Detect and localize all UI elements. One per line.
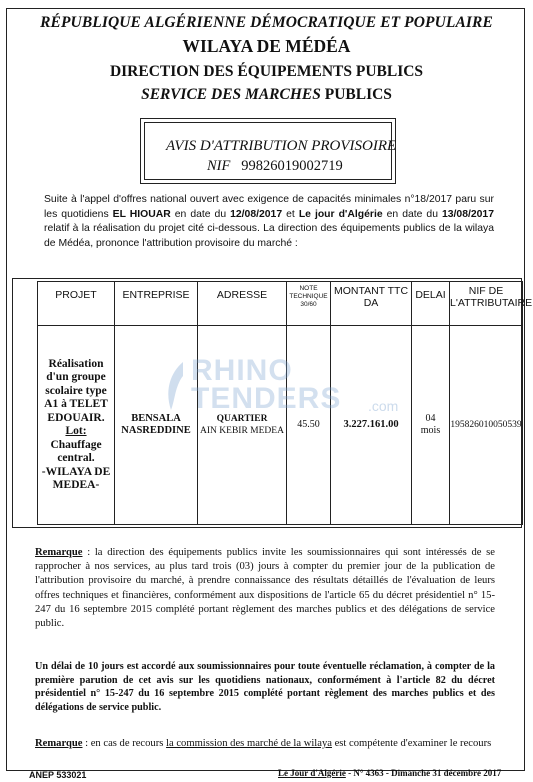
avis-title: AVIS D'ATTRIBUTION PROVISOIRE (166, 138, 397, 154)
projet-line-3: -WILAYA DE MEDEA- (41, 465, 111, 491)
table-row (38, 326, 523, 525)
cell-adresse (198, 326, 287, 525)
service-rest: PUBLICS (320, 86, 392, 103)
watermark-line-2: TENDERS (191, 382, 342, 415)
recours-text-2: est compétente d'examiner le recours (331, 738, 492, 749)
newspaper-1: EL HIOUAR (112, 208, 171, 220)
header-nif: NIF DE L'ATTRIBUTAIRE (450, 282, 523, 326)
nif-label: NIF (207, 158, 231, 174)
intro-text-4: en date du (382, 208, 442, 220)
header-adresse: ADRESSE (198, 282, 287, 326)
avis-nif (207, 158, 343, 175)
cell-projet (38, 326, 115, 525)
cell-nif: 195826010050539 (450, 326, 523, 525)
watermark-suffix: .com (368, 398, 399, 414)
cell-note: 45.50 (287, 326, 331, 525)
nif-value: 99826019002719 (241, 158, 343, 174)
header-delai: DELAI (412, 282, 450, 326)
intro-text-3: et (282, 208, 299, 220)
service-italic: SERVICE DES MARCHES (141, 86, 321, 103)
header-montant: MONTANT TTC DA (331, 282, 412, 326)
recours-text-1: : en cas de recours (82, 738, 167, 749)
remarque-label: Remarque (35, 547, 83, 558)
recours-paragraph (35, 737, 495, 751)
date-1: 12/08/2017 (230, 208, 283, 220)
adresse-line-1: QUARTIER (216, 414, 268, 424)
journal-name: Le Jour d'Algérie (278, 768, 346, 778)
intro-text-5: relatif à la réalisation du projet cité ci-dessous. La direction des équipements publics de la wilaya de Médéa, prononce l'attribution provisoire du marché : (44, 223, 494, 249)
watermark-line-1: RHINO (191, 354, 293, 387)
recours-label: Remarque (35, 738, 83, 749)
cell-entreprise: BENSALA NASREDDINE (115, 326, 198, 525)
journal-issue: - N° 4363 - Dimanche 31 décembre 2017 (345, 768, 502, 778)
delai-unit: mois (420, 425, 441, 436)
intro-paragraph (44, 193, 494, 251)
adresse-line-2: AIN KEBIR MEDEA (200, 426, 284, 436)
intro-text-2: en date du (170, 208, 231, 220)
republic-title: RÉPUBLIQUE ALGÉRIENNE DÉMOCRATIQUE ET POPULAIRE (40, 14, 493, 31)
attribution-table (37, 281, 533, 525)
projet-line-1: Réalisation d'un groupe scolaire type A1 à TELET EDOUAIR. (44, 357, 108, 424)
cell-delai (412, 326, 450, 525)
header-entreprise: ENTREPRISE (115, 282, 198, 326)
journal-reference (278, 768, 501, 778)
cell-montant: 3.227.161.00 (331, 326, 412, 525)
remarque-paragraph (35, 546, 495, 631)
intro-text-1: Suite à l'appel d'offres national ouvert avec exigence de capacités minimales n°18/2017 paru sur les quotidiens (44, 194, 494, 220)
lot-label-text: Lot: (65, 425, 87, 437)
header-note: NOTE TECHNIQUE 30/60 (287, 282, 331, 326)
anep-reference: ANEP 533021 (29, 770, 87, 780)
wilaya-title: WILAYA DE MÉDÉA (182, 36, 351, 56)
table-header-row (38, 282, 523, 326)
service-title (0, 86, 533, 104)
lot-label (38, 425, 114, 439)
newspaper-2: Le jour d'Algérie (298, 208, 383, 220)
direction-title: DIRECTION DES ÉQUIPEMENTS PUBLICS (109, 63, 424, 80)
date-2: 13/08/2017 (441, 208, 494, 220)
remarque-text: : la direction des équipements publics invite les soumissionnaires qui sont intéressés de se rapprocher à nos services, au plus tard trois (03) jours à compter du premier jour de la publication de l'attribution provisoire du marché, à prendre connaissance des résultats détaillés de l'évaluation de leurs offres techniques et financières, conformément aux dispositions de l'article 65 du décret présidentiel n° 15-247 du 16 septembre 2015 complété portant règlement des marches publics et des délégations de service public. (35, 547, 495, 630)
delai-paragraph: Un délai de 10 jours est accordé aux soumissionnaires pour toute éventuelle réclamation, à compter de la première parution de cet avis sur les quotidiens nationaux, conformément à l'article 82 du décret présidentiel n° 15-247 du 16 septembre 2015 complété portant règlement des marches publics et des délégations de service public. (35, 661, 495, 713)
projet-line-2: Chauffage central. (50, 438, 102, 464)
delai-number: 04 (425, 413, 436, 424)
header-projet: PROJET (38, 282, 115, 326)
recours-commission: la commission des marché de la wilaya (166, 738, 332, 749)
